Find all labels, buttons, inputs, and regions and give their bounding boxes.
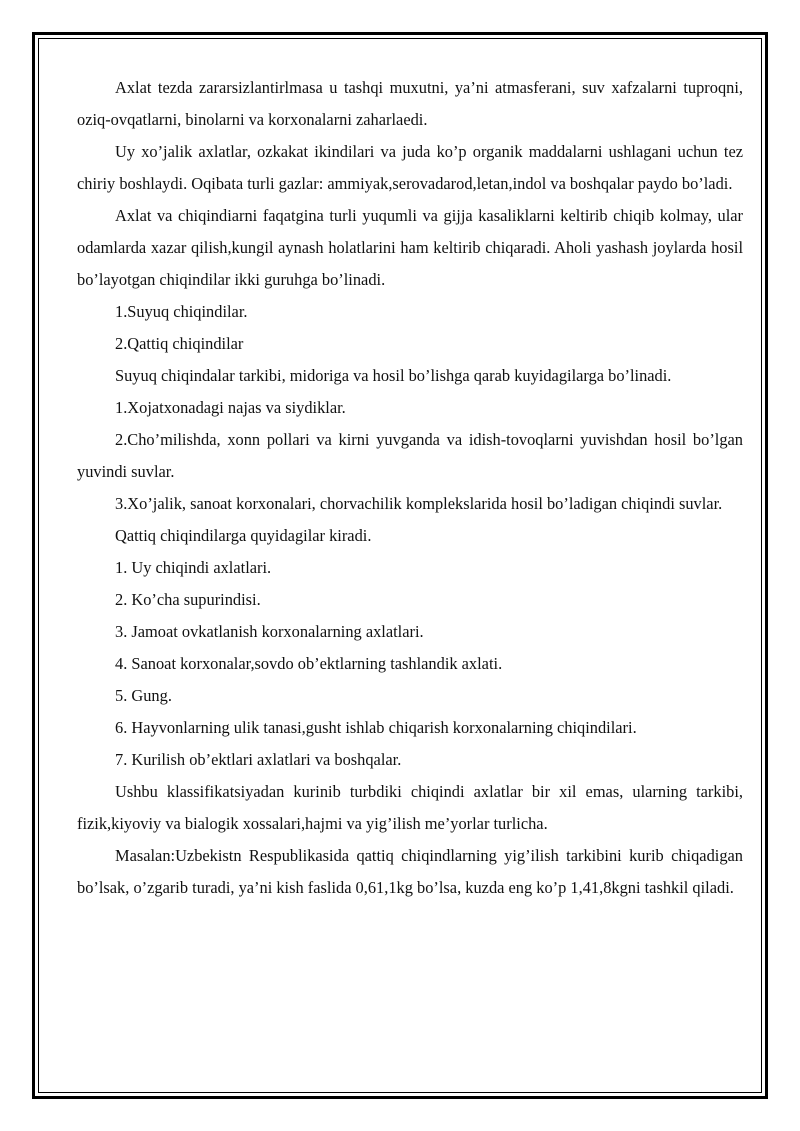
list-item: 2.Qattiq chiqindilar (115, 334, 244, 353)
list-item: 1. Uy chiqindi axlatlari. (115, 558, 272, 577)
paragraph: Suyuq chiqindalar tarkibi, midoriga va hosil bo’lishga qarab kuyidagilarga bo’linadi. (115, 366, 672, 385)
list-item: 5. Gung. (115, 686, 172, 705)
list-item: 7. Kurilish ob’ektlari axlatlari va boshqalar. (115, 750, 402, 769)
list-item: 6. Hayvonlarning ulik tanasi,gusht ishlab chiqarish korxonalarning chiqindilari. (115, 718, 637, 737)
list-item: 3.Xo’jalik, sanoat korxonalari, chorvachilik komplekslarida hosil bo’ladigan chiqindi suvlar. (115, 494, 723, 513)
paragraph: Masalan:Uzbekistn Respublikasida qattiq chiqindlarning yig’ilish tarkibini kurib chiqadigan bo’lsak, o’zgarib turadi, ya’ni kish faslida 0,61,1kg bo’lsa, kuzda eng ko’p 1,41,8kgni tashkil qiladi. (77, 846, 743, 897)
list-item: 4. Sanoat korxonalar,sovdo ob’ektlarning tashlandik axlati. (115, 654, 503, 673)
paragraph: Uy xo’jalik axlatlar, ozkakat ikindilari va juda ko’p organik maddalarni ushlagani uchun tez chiriy boshlaydi. Oqibata turli gazlar: ammiyak,serovadarod,letan,indol va boshqalar paydo bo’ladi. (77, 142, 743, 193)
paragraph: Axlat tezda zararsizlantirlmasa u tashqi muxutni, ya’ni atmasferani, suv xafzalarni tuproqni, oziq-ovqatlarni, binolarni va korxonalarni zaharlaedi. (77, 78, 743, 129)
list-item: 2. Ko’cha supurindisi. (115, 590, 261, 609)
paragraph: Ushbu klassifikatsiyadan kurinib turbdiki chiqindi axlatlar bir xil emas, ularning tarkibi, fizik,kiyoviy va bialogik xossalari,hajmi va yig’ilish me’yorlar turlicha. (77, 782, 743, 833)
paragraph: Qattiq chiqindilarga quyidagilar kiradi. (115, 526, 372, 545)
list-item: 1.Suyuq chiqindilar. (115, 302, 248, 321)
list-item: 1.Xojatxonadagi najas va siydiklar. (115, 398, 346, 417)
paragraph: Axlat va chiqindiarni faqatgina turli yuqumli va gijja kasaliklarni keltirib chiqib kolmay, ular odamlarda xazar qilish,kungil aynash holatlarini ham keltirib chiqaradi. Aholi yashash joylarda hosil bo’layotgan chiqindilar ikki guruhga bo’linadi. (77, 206, 743, 289)
list-item: 2.Cho’milishda, xonn pollari va kirni yuvganda va idish-tovoqlarni yuvishdan hosil bo’lgan yuvindi suvlar. (77, 430, 743, 481)
list-item: 3. Jamoat ovkatlanish korxonalarning axlatlari. (115, 622, 424, 641)
document-body (77, 72, 743, 904)
